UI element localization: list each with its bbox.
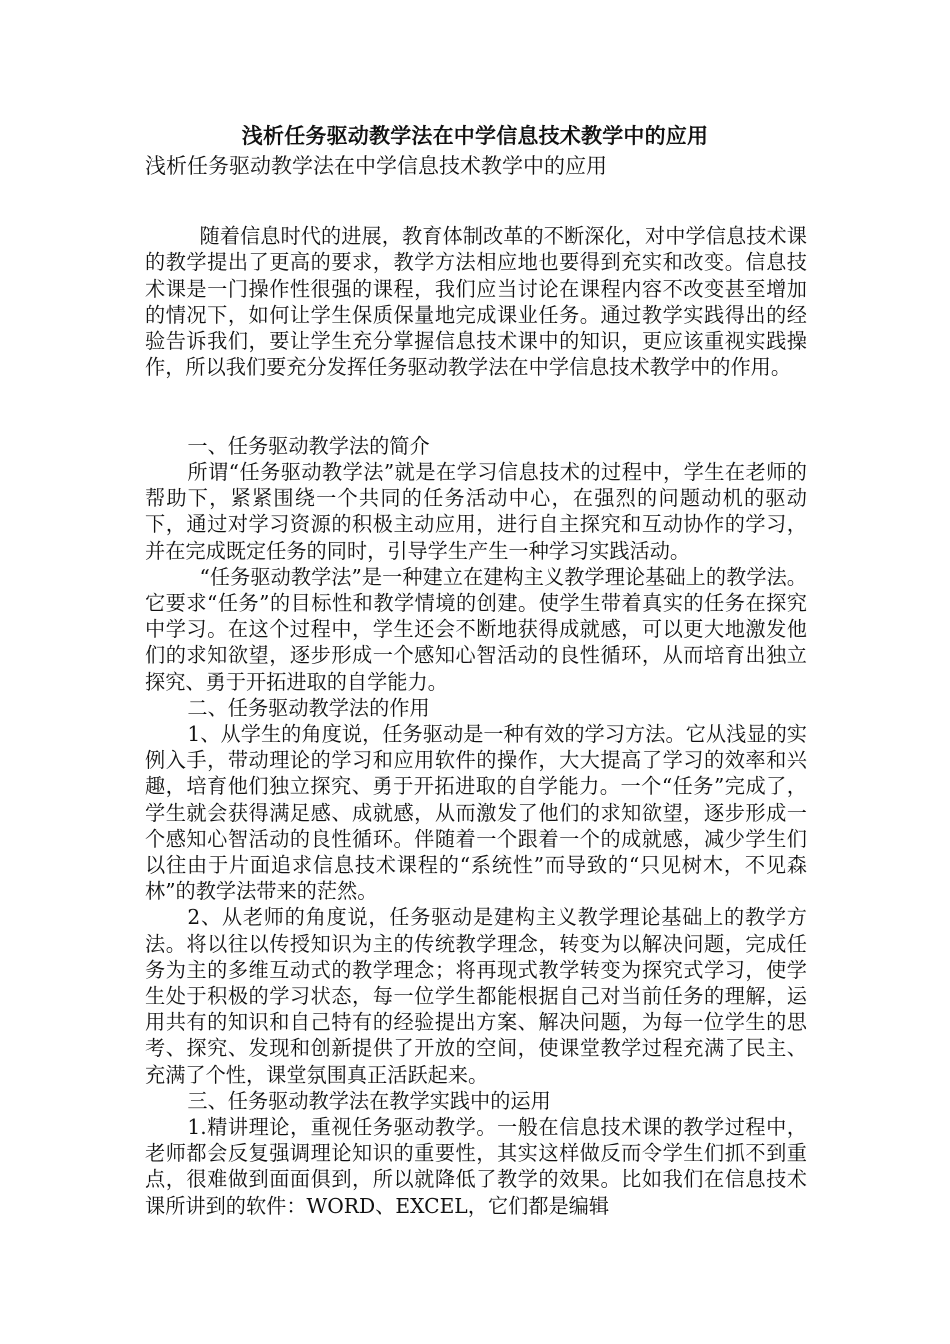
section-heading-1: 一、任务驱动教学法的简介 bbox=[187, 433, 430, 458]
paragraph-3: 1、从学生的角度说，任务驱动是一种有效的学习方法。它从浅显的实例入手，带动理论的学习和应用软件的操作，大大提高了学习的效率和兴趣，培育他们独立探究、勇于开拓进取的自学能力。一个“任务”完成了，学生就会获得满足感、成就感，从而激发了他们的求知欲望，逐步形成一个感知心智活动的良性循环。伴随着一个跟着一个的成就感，减少学生们以往由于片面追求信息技术课程的“系统性”而导致的“只见树木，不见森林”的教学法带来的茫然。 bbox=[145, 722, 807, 904]
document-subtitle: 浅析任务驱动教学法在中学信息技术教学中的应用 bbox=[145, 154, 607, 178]
document-body bbox=[145, 197, 807, 1219]
blank-line bbox=[145, 380, 807, 406]
paragraph-intro: 随着信息时代的进展，教育体制改革的不断深化，对中学信息技术课的教学提出了更高的要求，教学方法相应地也要得到充实和改变。信息技术课是一门操作性很强的课程，我们应当讨论在课程内容不改变甚至增加的情况下，如何让学生保质保量地完成课业任务。通过教学实践得出的经验告诉我们，要让学生充分掌握信息技术课中的知识，更应该重视实践操作，所以我们要充分发挥任务驱动教学法在中学信息技术教学中的作用。 bbox=[145, 224, 807, 380]
document-title: 浅析任务驱动教学法在中学信息技术教学中的应用 bbox=[241, 123, 709, 148]
paragraph-1: 所谓“任务驱动教学法”就是在学习信息技术的过程中，学生在老师的帮助下，紧紧围绕一个共同的任务活动中心，在强烈的问题动机的驱动下，通过对学习资源的积极主动应用，进行自主探究和互动协作的学习，并在完成既定任务的同时，引导学生产生一种学习实践活动。 bbox=[145, 459, 807, 563]
section-heading-2: 二、任务驱动教学法的作用 bbox=[187, 695, 430, 720]
paragraph-5: 1.精讲理论，重视任务驱动教学。一般在信息技术课的教学过程中，老师都会反复强调理论知识的重要性，其实这样做反而令学生们抓不到重点，很难做到面面俱到，所以就降低了教学的效果。比如我们在信息技术课所讲到的软件：WORD、EXCEL，它们都是编辑 bbox=[145, 1115, 807, 1218]
section-heading-3: 三、任务驱动教学法在教学实践中的运用 bbox=[187, 1088, 551, 1113]
paragraph-4: 2、从老师的角度说，任务驱动是建构主义教学理论基础上的教学方法。将以往以传授知识为主的传统教学理念，转变为以解决问题，完成任务为主的多维互动式的教学理念；将再现式教学转变为探究式学习，使学生处于积极的学习状态，每一位学生都能根据自己对当前任务的理解，运用共有的知识和自己特有的经验提出方案、解决问题，为每一位学生的思考、探究、发现和创新提供了开放的空间，使课堂教学过程充满了民主、充满了个性，课堂氛围真正活跃起来。 bbox=[145, 905, 807, 1087]
blank-line bbox=[145, 197, 807, 223]
paragraph-2: “任务驱动教学法”是一种建立在建构主义教学理论基础上的教学法。它要求“任务”的目标性和教学情境的创建。使学生带着真实的任务在探究中学习。在这个过程中，学生还会不断地获得成就感，可以更大地激发他们的求知欲望，逐步形成一个感知心智活动的良性循环，从而培育出独立探究、勇于开拓进取的自学能力。 bbox=[145, 564, 807, 694]
blank-line bbox=[145, 407, 807, 433]
